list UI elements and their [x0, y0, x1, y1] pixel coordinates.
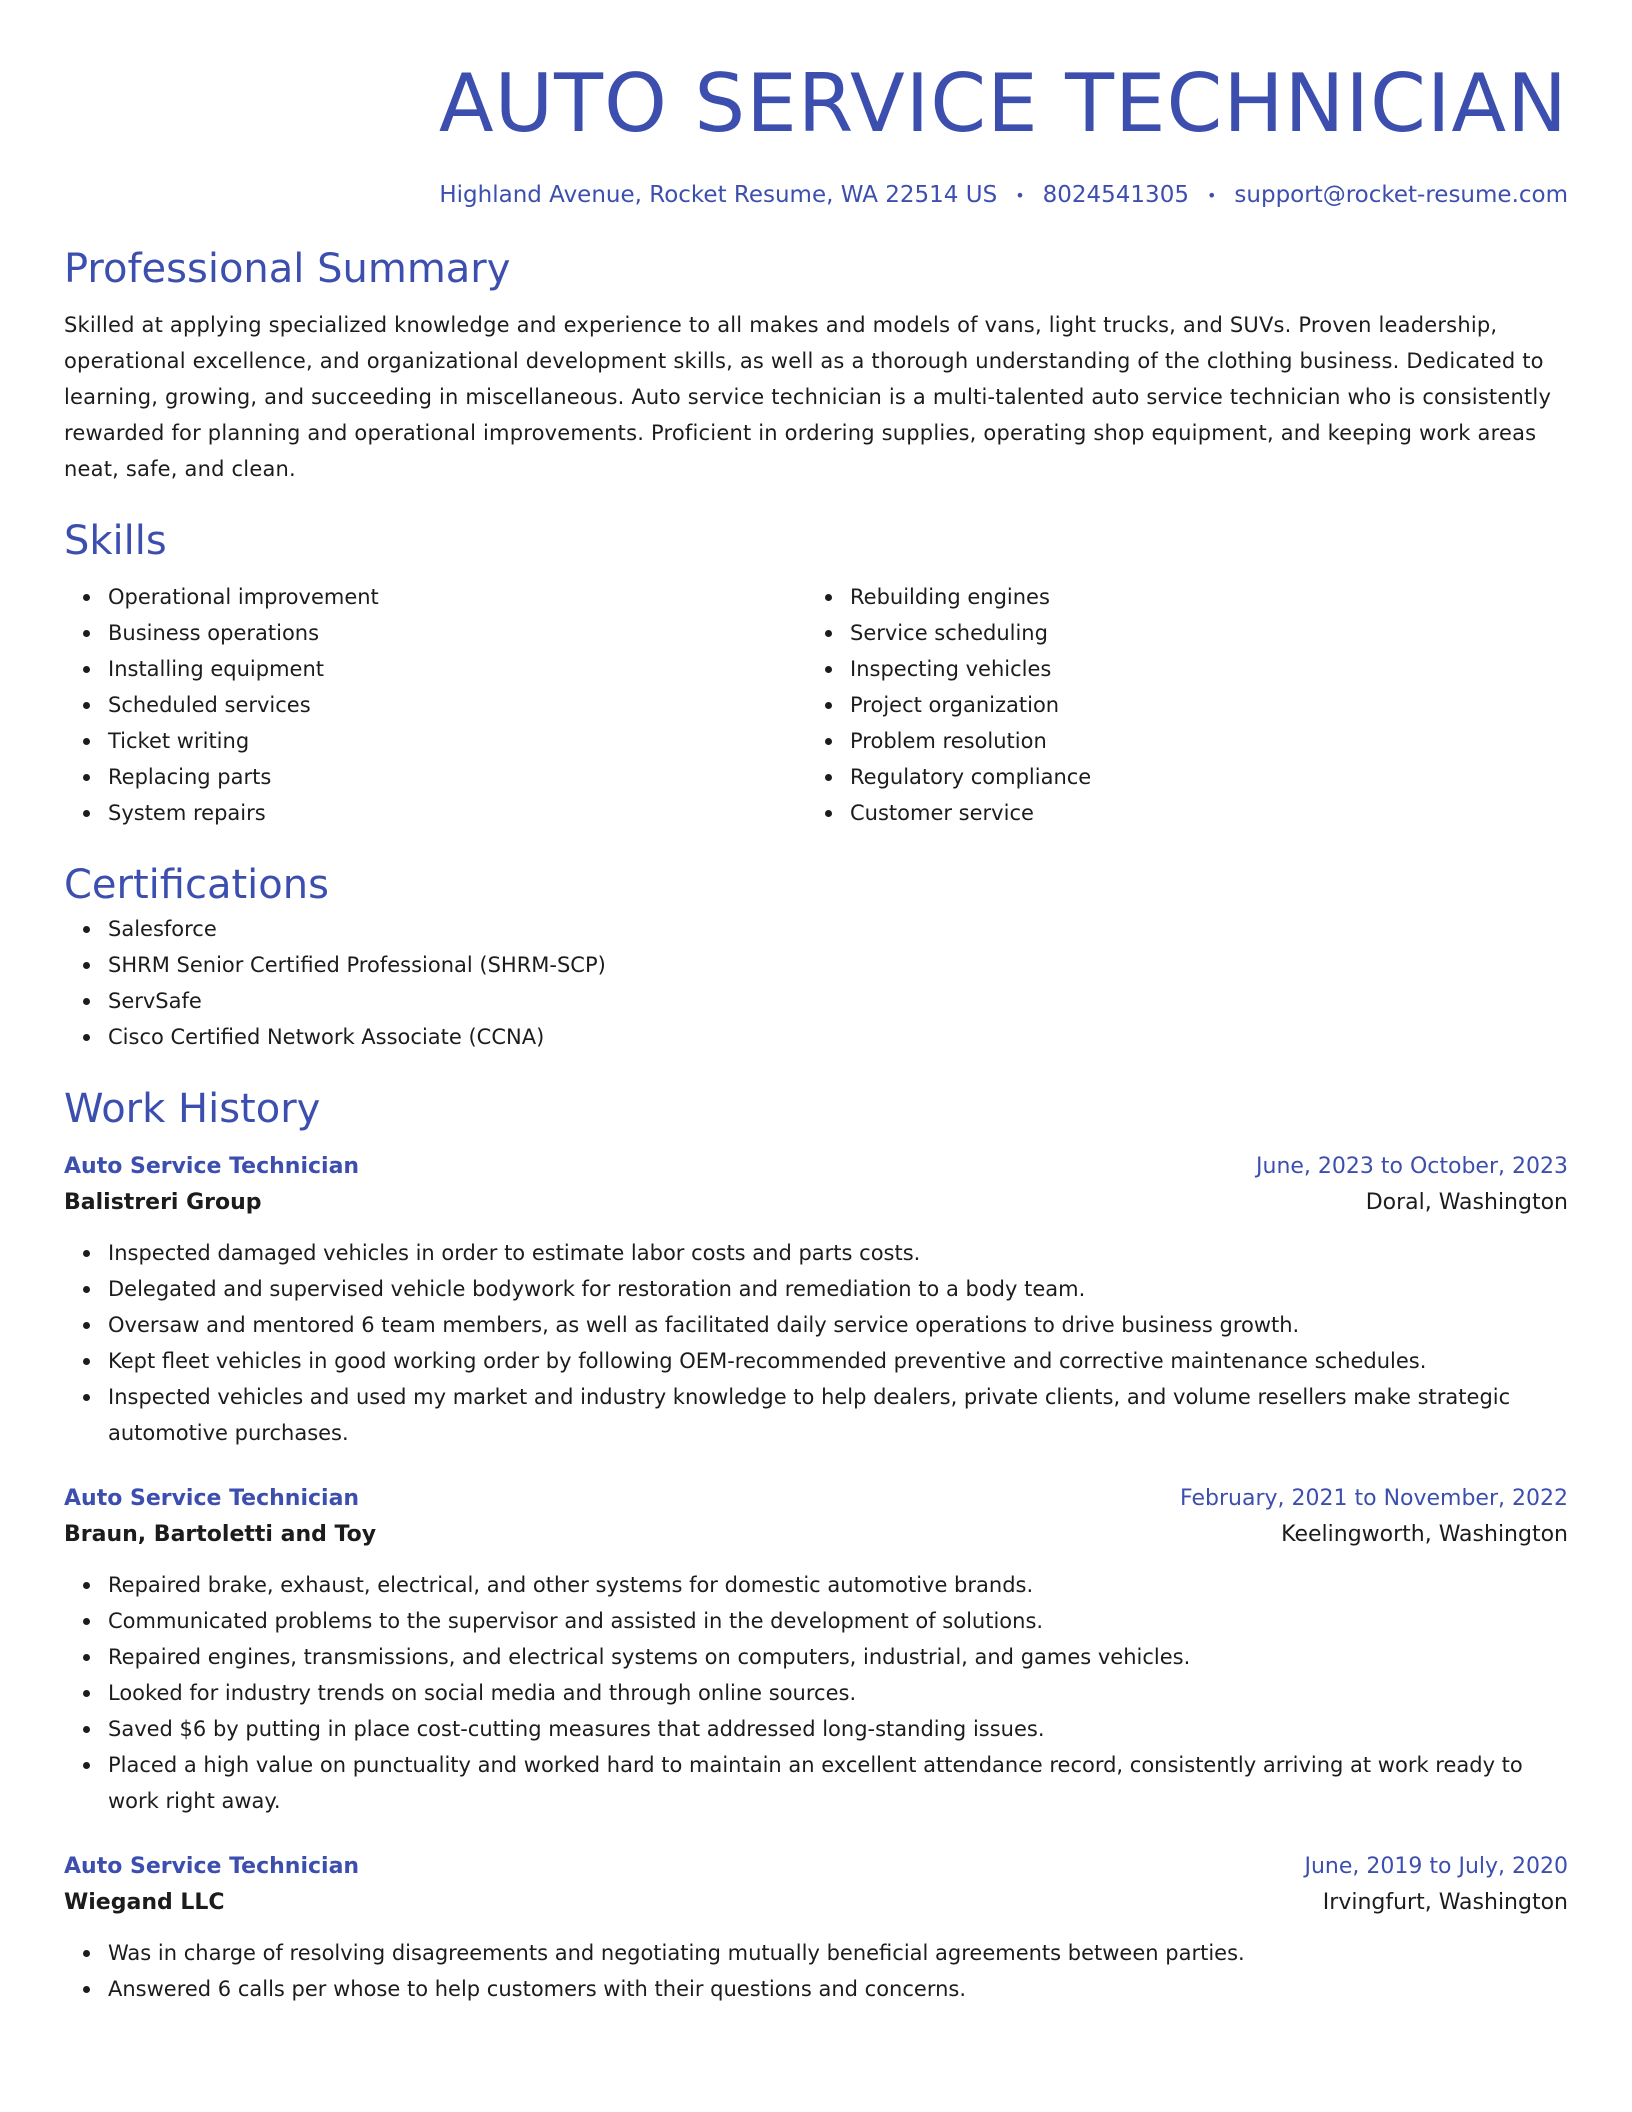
certification-item: Cisco Certified Network Associate (CCNA) — [108, 1019, 1568, 1055]
job-bullet: Kept fleet vehicles in good working order by following OEM-recommended preventive and corrective maintenance schedules. — [108, 1343, 1568, 1379]
certification-item: ServSafe — [108, 983, 1568, 1019]
skills-left-column — [64, 579, 806, 831]
skills-right-column — [806, 579, 1548, 831]
summary-heading: Professional Summary — [64, 245, 511, 292]
job-bullet: Answered 6 calls per whose to help customers with their questions and concerns. — [108, 1971, 1568, 2007]
job-bullet: Looked for industry trends on social media and through online sources. — [108, 1675, 1568, 1711]
skills-grid — [64, 579, 1568, 831]
job-header-row — [64, 1849, 1568, 1885]
job-dates: June, 2019 to July, 2020 — [1304, 1853, 1568, 1879]
job-bullet: Was in charge of resolving disagreements and negotiating mutually beneficial agreements between parties. — [108, 1935, 1568, 1971]
skill-item: Replacing parts — [108, 759, 806, 795]
job-entry — [64, 1481, 1568, 1819]
contact-phone: 8024541305 — [1042, 182, 1189, 208]
skill-item: Business operations — [108, 615, 806, 651]
job-bullet: Oversaw and mentored 6 team members, as well as facilitated daily service operations to drive business growth. — [108, 1307, 1568, 1343]
job-location: Irvingfurt, Washington — [1322, 1889, 1568, 1915]
job-entry — [64, 1149, 1568, 1451]
job-role: Auto Service Technician — [64, 1153, 360, 1179]
job-bullets — [64, 1567, 1568, 1819]
job-dates: February, 2021 to November, 2022 — [1180, 1485, 1568, 1511]
job-dates: June, 2023 to October, 2023 — [1256, 1153, 1568, 1179]
job-header-row — [64, 1149, 1568, 1185]
contact-address: Highland Avenue, Rocket Resume, WA 22514 US — [439, 182, 998, 208]
work-history-heading: Work History — [64, 1085, 321, 1132]
certification-item: SHRM Senior Certified Professional (SHRM-SCP) — [108, 947, 1568, 983]
skill-item: Scheduled services — [108, 687, 806, 723]
job-bullet: Placed a high value on punctuality and worked hard to maintain an excellent attendance record, consistently arriving at work ready to work right away. — [108, 1747, 1568, 1819]
skill-item: System repairs — [108, 795, 806, 831]
job-company: Braun, Bartoletti and Toy — [64, 1521, 377, 1547]
skill-item: Rebuilding engines — [850, 579, 1548, 615]
contact-separator: • — [1015, 185, 1025, 205]
job-bullet: Inspected damaged vehicles in order to estimate labor costs and parts costs. — [108, 1235, 1568, 1271]
job-bullet: Repaired engines, transmissions, and electrical systems on computers, industrial, and games vehicles. — [108, 1639, 1568, 1675]
contact-line — [64, 180, 1568, 211]
job-entry — [64, 1849, 1568, 2007]
job-company: Balistreri Group — [64, 1189, 262, 1215]
skill-item: Installing equipment — [108, 651, 806, 687]
skill-item: Problem resolution — [850, 723, 1548, 759]
summary-text: Skilled at applying specialized knowledge and experience to all makes and models of vans, light trucks, and SUVs. Proven leadership, operational excellence, and organizational development skills, as well as a thorough understanding of the clothing business. Dedicated to learning, growing, and succeeding in miscellaneous. Auto service technician is a multi-talented auto service technician who is consistently rewarded for planning and operational improvements. Proficient in ordering supplies, operating shop equipment, and keeping work areas neat, safe, and clean. — [64, 312, 1552, 481]
skill-item: Ticket writing — [108, 723, 806, 759]
skill-item: Operational improvement — [108, 579, 806, 615]
skill-item: Service scheduling — [850, 615, 1548, 651]
skill-item: Regulatory compliance — [850, 759, 1548, 795]
job-company-row — [64, 1517, 1568, 1553]
job-location: Doral, Washington — [1365, 1189, 1568, 1215]
job-bullet: Inspected vehicles and used my market and industry knowledge to help dealers, private clients, and volume resellers make strategic automotive purchases. — [108, 1379, 1568, 1451]
job-company-row — [64, 1885, 1568, 1921]
job-company: Wiegand LLC — [64, 1889, 225, 1915]
job-role: Auto Service Technician — [64, 1485, 360, 1511]
contact-email: support@rocket-resume.com — [1234, 182, 1568, 208]
job-bullets — [64, 1935, 1568, 2007]
job-bullet: Delegated and supervised vehicle bodywork for restoration and remediation to a body team. — [108, 1271, 1568, 1307]
skill-item: Customer service — [850, 795, 1548, 831]
resume-page — [64, 0, 1568, 2007]
job-role: Auto Service Technician — [64, 1853, 360, 1879]
resume-name: AUTO SERVICE TECHNICIAN — [438, 57, 1568, 150]
certification-item: Salesforce — [108, 911, 1568, 947]
job-bullet: Repaired brake, exhaust, electrical, and other systems for domestic automotive brands. — [108, 1567, 1568, 1603]
job-bullet: Communicated problems to the supervisor and assisted in the development of solutions. — [108, 1603, 1568, 1639]
job-header-row — [64, 1481, 1568, 1517]
job-bullets — [64, 1235, 1568, 1451]
certifications-list — [64, 911, 1568, 1055]
job-company-row — [64, 1185, 1568, 1221]
skills-heading: Skills — [64, 517, 167, 564]
certifications-heading: Certifications — [64, 861, 329, 908]
job-location: Keelingworth, Washington — [1281, 1521, 1568, 1547]
skill-item: Project organization — [850, 687, 1548, 723]
skill-item: Inspecting vehicles — [850, 651, 1548, 687]
job-bullet: Saved $6 by putting in place cost-cutting measures that addressed long-standing issues. — [108, 1711, 1568, 1747]
contact-separator: • — [1206, 185, 1217, 205]
